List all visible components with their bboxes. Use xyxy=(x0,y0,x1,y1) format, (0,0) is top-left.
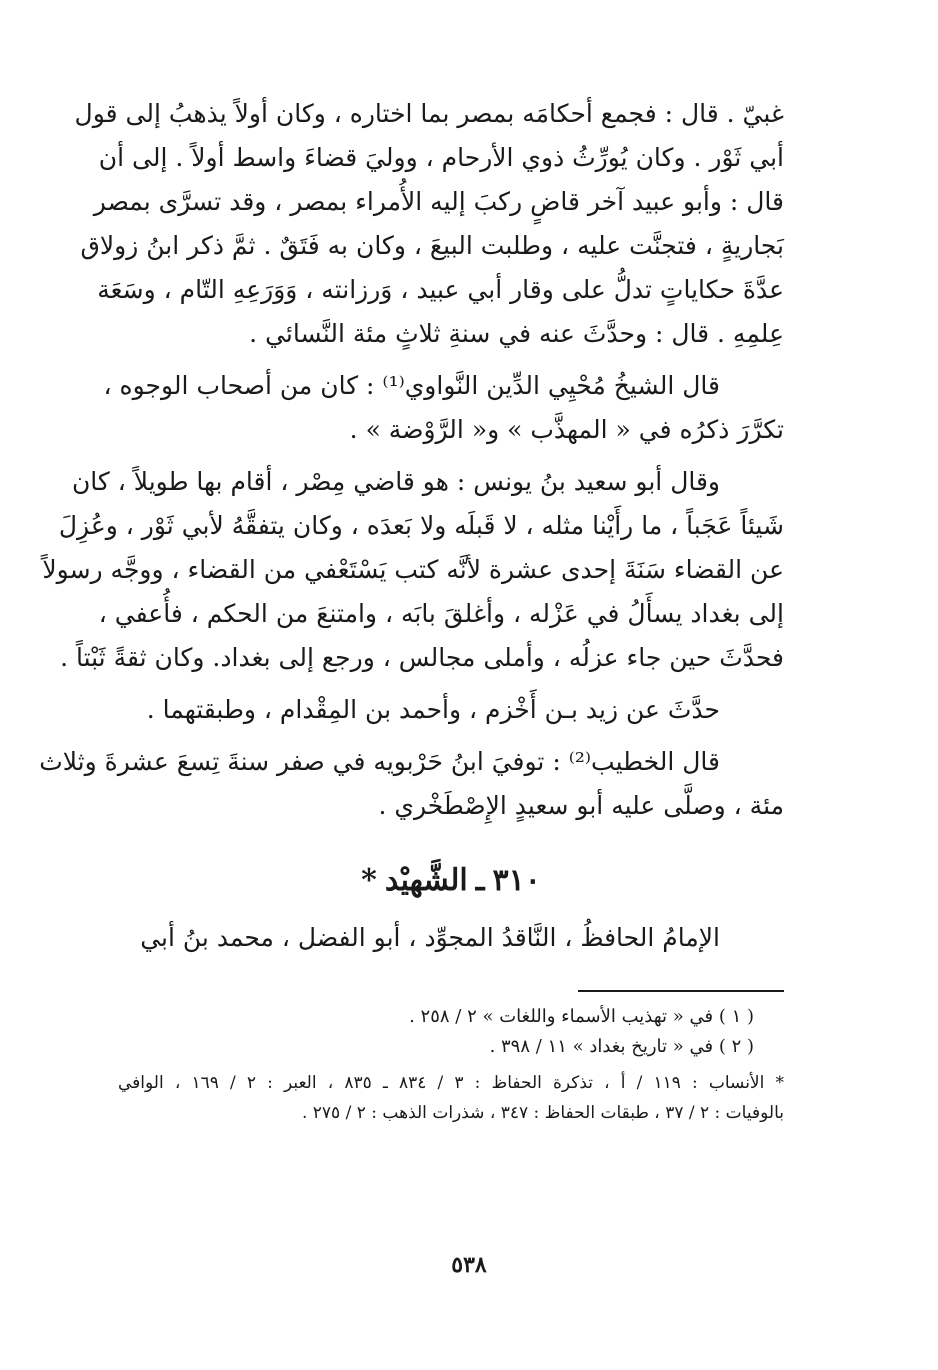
text-line: عِلمِهِ . قال : وحدَّثَ عنه في سنةِ ثلاثٍ مئة النَّسائي . xyxy=(249,319,784,348)
entry-number: ٣١٠ xyxy=(492,863,541,898)
nawawi-quote-line: تكرَّرَ ذكرُه في « المهذَّب » و« الرَّوْضة » . xyxy=(349,415,784,444)
nawawi-quote-line: قال الشيخُ مُحْيِي الدِّين النَّواوي⁽¹⁾ : كان من أصحاب الوجوه ، xyxy=(103,371,720,400)
text-line: عدَّةَ حكاياتٍ تدلُّ على وقار أبي عبيد ، وَرزانته ، وَوَرَعِهِ التّام ، وسَعَة xyxy=(97,275,784,304)
ibn-yunus-quote-line: إلى بغداد يسأَلُ في عَزْله ، وأغلقَ بابَه ، وامتنعَ من الحكم ، فأُعفي ، xyxy=(98,599,784,628)
footnote: ( ١ ) في « تهذيب الأسماء واللغات » ٢ / ٢٥٨ . xyxy=(409,1006,754,1027)
sources-note: بالوفيات : ٢ / ٣٧ ، طبقات الحفاظ : ٣٤٧ ، شذرات الذهب : ٢ / ٢٧٥ . xyxy=(301,1103,784,1123)
asterisk-mark: * xyxy=(361,863,377,898)
page-text-block xyxy=(39,92,784,1128)
footnote: ( ٢ ) في « تاريخ بغداد » ١١ / ٣٩٨ . xyxy=(489,1036,754,1057)
ibn-yunus-quote-line: وقال أبو سعيد بنُ يونس : هو قاضي مِصْر ، أقام بها طويلاً ، كان xyxy=(71,467,720,496)
narrated-line: حدَّثَ عن زيد بـن أَخْزم ، وأحمد بن المِقْدام ، وطبقتهما . xyxy=(146,695,720,724)
text-line: بَجاريةٍ ، فتجنَّت عليه ، وطلبت البيعَ ، وكان به فَتَقٌ . ثمَّ ذكر ابنُ زولاق xyxy=(80,231,784,260)
text-line: قال : وأبو عبيد آخر قاضٍ ركبَ إليه الأُمراء بمصر ، وقد تسرَّى بمصر xyxy=(93,187,784,216)
ibn-yunus-quote-line: فحدَّثَ حين جاء عزلُه ، وأملى مجالس ، ورجع إلى بغداد. وكان ثقةً ثَبْتاً . xyxy=(60,643,784,672)
text-line: أبي ثَوْر . وكان يُورِّثُ ذوي الأرحام ، ووليَ قضاءَ واسط أولاً . إلى أن xyxy=(98,143,784,172)
ibn-yunus-quote-line: عن القضاء سَنَةَ إحدى عشرة لأنَّه كتب يَسْتَعْفي من القضاء ، ووجَّه رسولاً xyxy=(42,555,784,584)
entry-title: الشَّهيْد xyxy=(384,863,468,898)
text-line: غبيّ . قال : فجمع أحكامَه بمصر بما اختاره ، وكان أولاً يذهبُ إلى قول xyxy=(74,99,784,128)
page-number: ٥٣٨ xyxy=(451,1252,487,1278)
entry-dash: ـ xyxy=(475,863,485,898)
footnote-divider xyxy=(578,990,784,992)
khatib-quote-line: مئة ، وصلَّى عليه أبو سعيدٍ الإِصْطَخْري . xyxy=(378,791,784,820)
sources-note: * الأنساب : ١١٩ / أ ، تذكرة الحفاظ : ٣ / ٨٣٤ ـ ٨٣٥ ، العبر : ٢ / ١٦٩ ، الوافي xyxy=(118,1073,784,1093)
entry-first-line: الإمامُ الحافظُ ، النَّاقدُ المجوِّد ، أبو الفضل ، محمد بنُ أبي xyxy=(140,923,720,952)
ibn-yunus-quote-line: شَيئاً عَجَباً ، ما رأَيْنا مثله ، لا قَبلَه ولا بَعدَه ، وكان يتفقَّهُ لأبي ثَوْر ، وعُزِلَ xyxy=(58,511,784,540)
khatib-quote-line: قال الخطيب⁽²⁾ : توفيَ ابنُ حَرْبويه في صفر سنةَ تِسعَ عشرةَ وثلاث xyxy=(39,747,720,776)
entry-heading xyxy=(118,858,784,904)
